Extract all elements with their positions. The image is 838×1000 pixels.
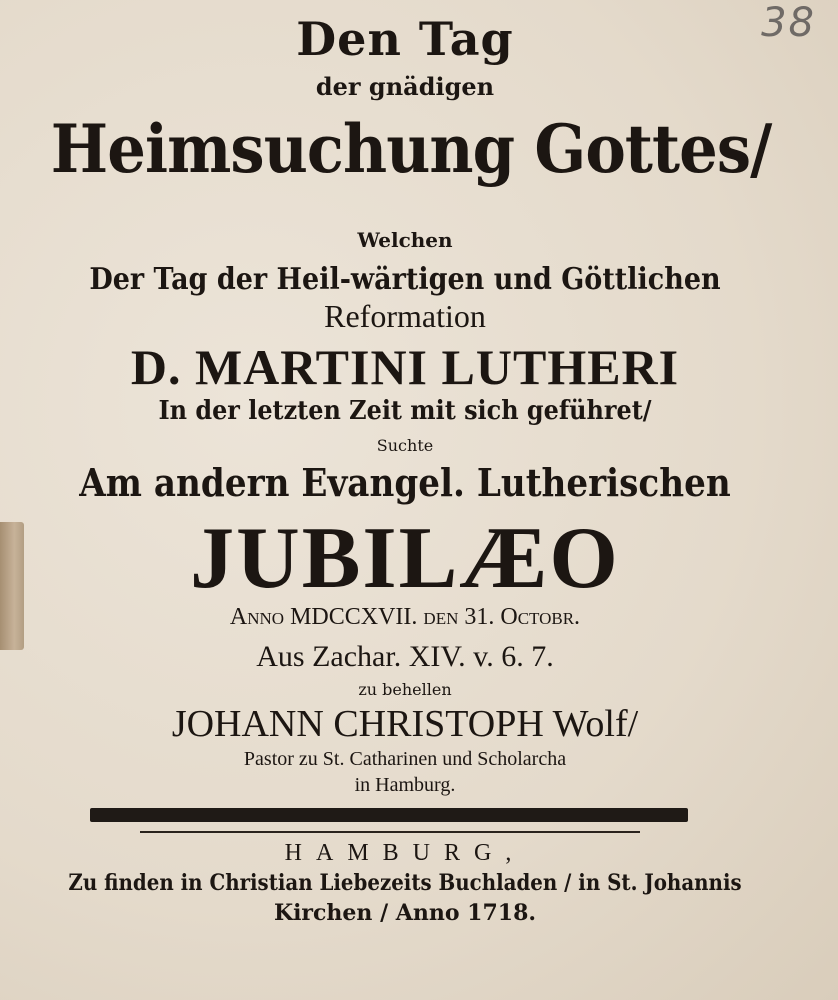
- title-line-3: Heimsuchung Gottes/: [50, 110, 772, 188]
- title-line-6: Reformation: [324, 298, 486, 334]
- author-role: Pastor zu St. Catharinen und Scholarcha: [243, 748, 567, 770]
- title-line-5: Der Tag der Heil-wärtigen und Göttlichen: [89, 262, 721, 297]
- title-line-7: D. MARTINI LUTHERI: [130, 339, 680, 395]
- decorative-rule-thick: [90, 808, 688, 822]
- title-line-8: In der letzten Zeit mit sich geführet/: [158, 396, 652, 426]
- title-line-13: Aus Zachar. XIV. v. 6. 7.: [256, 640, 554, 673]
- title-line-14: zu behellen: [358, 680, 452, 699]
- imprint-line-1: Zu finden in Christian Liebezeits Buchladen / in St. Johannis: [68, 870, 742, 896]
- imprint-line-2: Kirchen / Anno 1718.: [273, 900, 537, 926]
- title-line-2: der gnädigen: [315, 72, 495, 101]
- title-line-9: Suchte: [376, 436, 434, 455]
- title-line-4: Welchen: [357, 228, 453, 252]
- page-number: 38: [761, 0, 816, 46]
- imprint-city: HAMBURG,: [284, 840, 526, 866]
- title-line-10: Am andern Evangel. Lutherischen: [79, 460, 731, 505]
- title-line-1: Den Tag: [296, 12, 514, 66]
- decorative-rule-thin: [140, 831, 640, 833]
- title-line-11: JUBILÆO: [190, 510, 620, 607]
- title-line-12: Anno MDCCXVII. den 31. Octobr.: [229, 604, 581, 630]
- author-place: in Hamburg.: [354, 774, 456, 796]
- author-name: JOHANN CHRISTOPH Wolf/: [171, 703, 639, 745]
